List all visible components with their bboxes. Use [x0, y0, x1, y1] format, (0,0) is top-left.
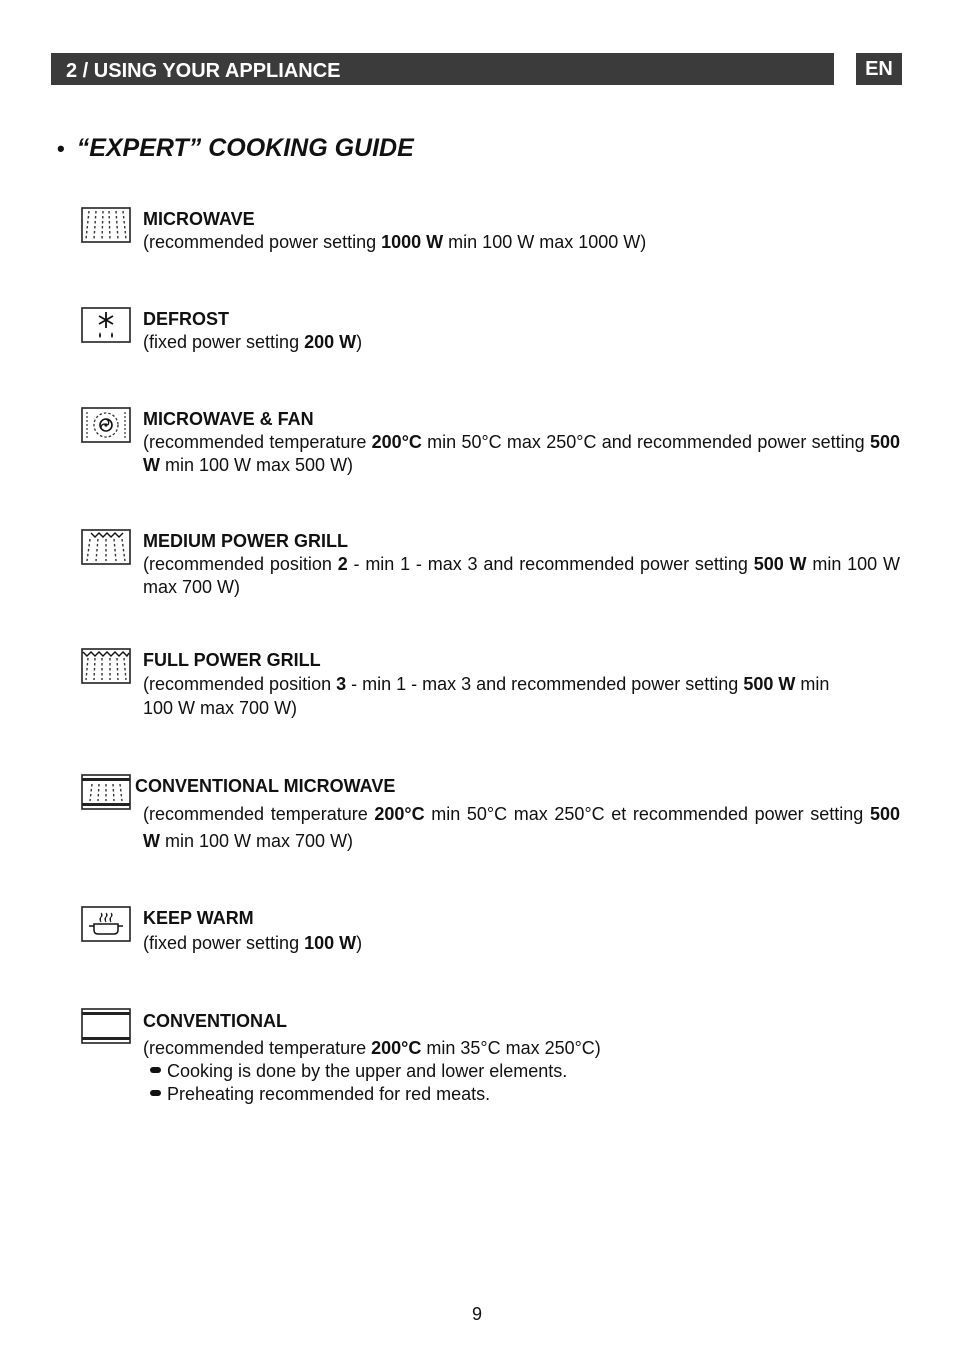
language-badge: EN: [856, 53, 902, 85]
mode-notes: [150, 1060, 567, 1106]
mode-name: CONVENTIONAL MICROWAVE: [135, 776, 396, 796]
conventional-microwave-icon: [81, 774, 131, 810]
medium-power-grill-icon: [81, 529, 131, 565]
mode-description: (fixed power setting 100 W): [143, 933, 363, 953]
mode-name: MEDIUM POWER GRILL: [143, 531, 348, 551]
title-bullet: •: [57, 136, 65, 161]
defrost-icon: [81, 307, 131, 343]
page-title: [57, 134, 414, 163]
mode-description: (recommended temperature 200°C min 50°C max 250°C et recommended power setting 500 W min 100 W max 700 W): [143, 804, 901, 851]
mode-name: KEEP WARM: [143, 908, 254, 928]
conventional-icon: [81, 1008, 131, 1044]
mode-description: (fixed power setting 200 W): [143, 332, 363, 352]
mode-name: FULL POWER GRILL: [143, 650, 321, 670]
section-header: [51, 53, 834, 85]
page-number: 9: [471, 1304, 482, 1324]
note-item: Preheating recommended for red meats.: [150, 1083, 567, 1106]
mode-description: (recommended power setting 1000 W min 100 W max 1000 W): [143, 232, 647, 252]
mode-name: MICROWAVE: [143, 209, 255, 229]
microwave-fan-icon: [81, 407, 131, 443]
mode-name: DEFROST: [143, 309, 230, 329]
keep-warm-icon: [81, 906, 131, 942]
bullet-icon: [150, 1090, 161, 1096]
mode-description: (recommended temperature 200°C min 50°C max 250°C and recommended power setting 500 W min 100 W max 500 W): [143, 432, 900, 475]
bullet-icon: [150, 1067, 161, 1073]
mode-description: (recommended temperature 200°C min 35°C max 250°C): [143, 1038, 601, 1058]
full-power-grill-icon: [81, 648, 131, 684]
mode-name: MICROWAVE & FAN: [143, 409, 314, 429]
note-item: Cooking is done by the upper and lower elements.: [150, 1060, 567, 1083]
microwave-icon: [81, 207, 131, 243]
mode-name: CONVENTIONAL: [143, 1011, 287, 1031]
section-header-text: 2 / USING YOUR APPLIANCE: [66, 60, 341, 82]
mode-description: (recommended position 2 - min 1 - max 3 and recommended power setting 500 W min 100 W max 700 W): [143, 554, 900, 597]
mode-description: (recommended position 3 - min 1 - max 3 and recommended power setting 500 W min 100 W max 700 W): [143, 674, 830, 718]
page-title-text: “EXPERT” COOKING GUIDE: [76, 134, 414, 162]
